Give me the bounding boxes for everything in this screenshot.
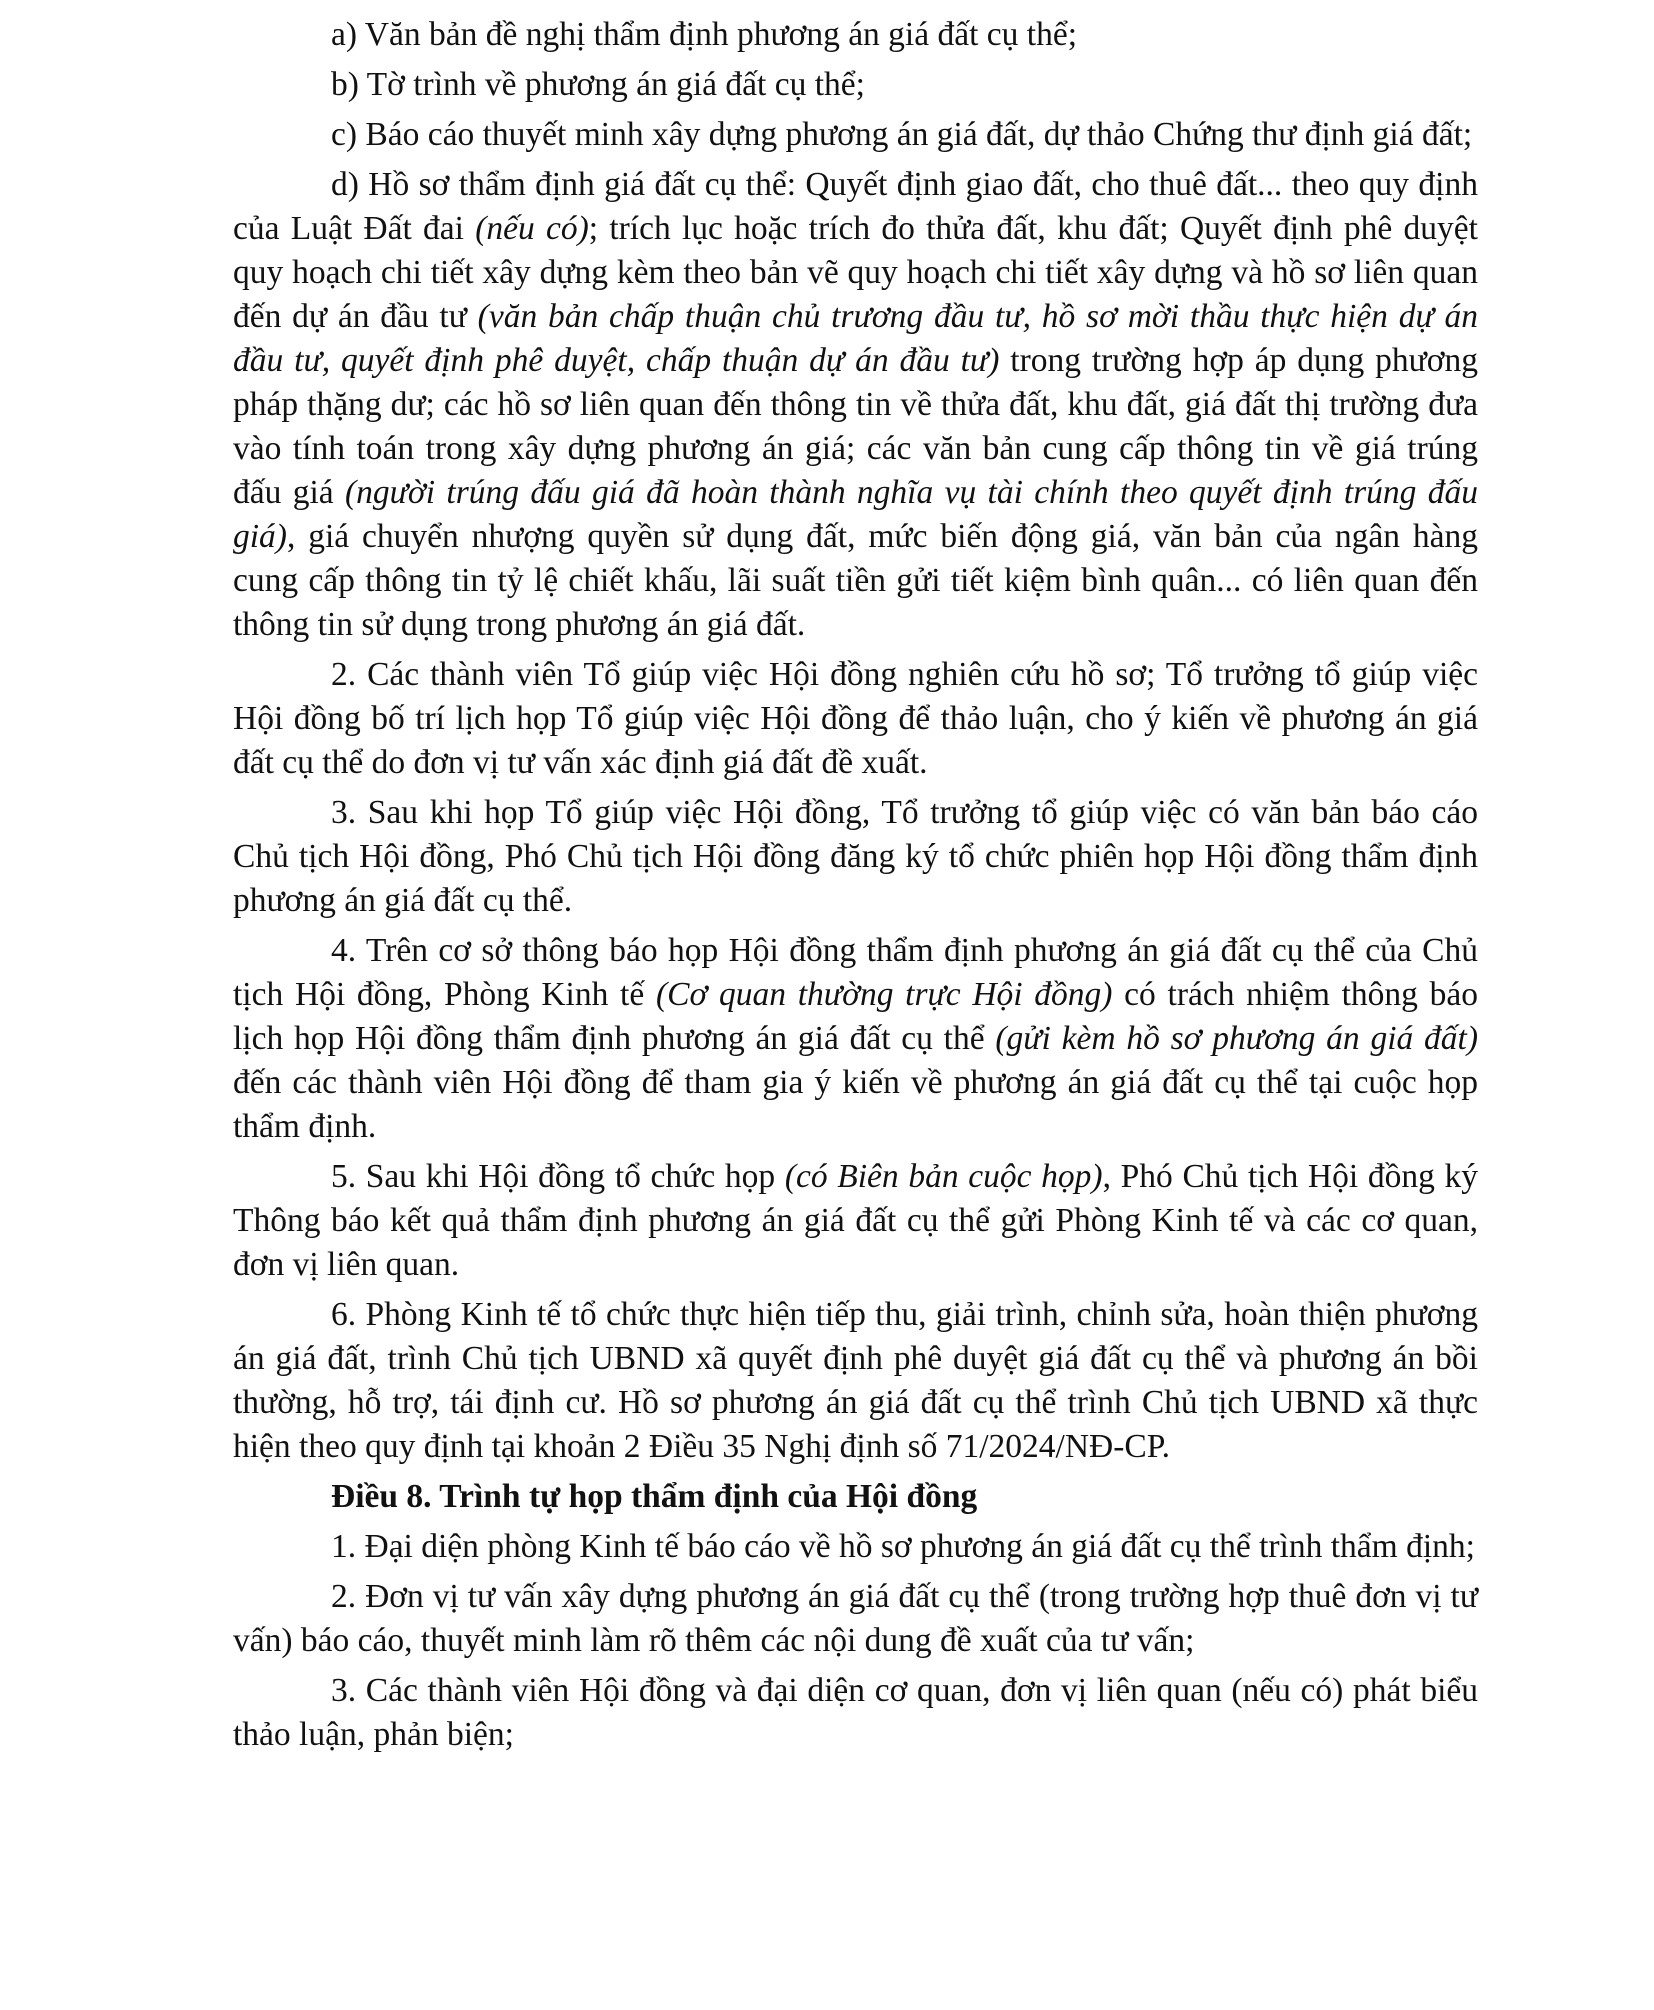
text-run: có trách nhiệm thông báo lịch họp Hội đồng thẩm định phương án giá đất cụ thể	[233, 976, 1478, 1057]
text-run: c) Báo cáo thuyết minh xây dựng phương án giá đất, dự thảo Chứng thư định giá đất;	[331, 116, 1473, 153]
paragraph	[233, 1525, 1478, 1569]
italic-text: (nếu có)	[475, 210, 589, 247]
italic-text: (gửi kèm hồ sơ phương án giá đất)	[995, 1020, 1478, 1057]
italic-text: (Cơ quan thường trực Hội đồng)	[655, 976, 1113, 1013]
text-run: 2. Các thành viên Tổ giúp việc Hội đồng nghiên cứu hồ sơ; Tổ trưởng tổ giúp việc Hội đồng bố trí lịch họp Tổ giúp việc Hội đồng để thảo luận, cho ý kiến về phương án giá đất cụ thể do đơn vị tư vấn xác định giá đất đề xuất.	[233, 656, 1478, 781]
text-run: 6. Phòng Kinh tế tổ chức thực hiện tiếp thu, giải trình, chỉnh sửa, hoàn thiện phương án giá đất, trình Chủ tịch UBND xã quyết định phê duyệt giá đất cụ thể và phương án bồi thường, hỗ trợ, tái định cư. Hồ sơ phương án giá đất cụ thể trình Chủ tịch UBND xã thực hiện theo quy định tại khoản 2 Điều 35 Nghị định số 71/2024/NĐ-CP.	[233, 1296, 1478, 1465]
paragraph	[233, 791, 1478, 923]
text-run: 3. Các thành viên Hội đồng và đại diện cơ quan, đơn vị liên quan (nếu có) phát biểu thảo luận, phản biện;	[233, 1672, 1478, 1753]
italic-text: (người trúng đấu giá đã hoàn thành nghĩa vụ tài chính theo quyết định trúng đấu giá)	[233, 474, 1478, 555]
text-run: ; trích lục hoặc trích đo thửa đất, khu đất; Quyết định phê duyệt quy hoạch chi tiết xây dựng kèm theo bản vẽ quy hoạch chi tiết xây dựng và hồ sơ liên quan đến dự án đầu tư	[233, 210, 1478, 335]
paragraph	[233, 1155, 1478, 1287]
article-heading	[233, 1475, 1478, 1519]
document-page	[233, 0, 1478, 1757]
text-run: b) Tờ trình về phương án giá đất cụ thể;	[331, 66, 865, 103]
paragraph	[233, 163, 1478, 647]
text-run: d) Hồ sơ thẩm định giá đất cụ thể: Quyết định giao đất, cho thuê đất... theo quy định của Luật Đất đai	[233, 166, 1478, 247]
paragraph	[233, 1669, 1478, 1757]
paragraph	[233, 653, 1478, 785]
text-run: 2. Đơn vị tư vấn xây dựng phương án giá đất cụ thể (trong trường hợp thuê đơn vị tư vấn) báo cáo, thuyết minh làm rõ thêm các nội dung đề xuất của tư vấn;	[233, 1578, 1478, 1659]
paragraph	[233, 113, 1478, 157]
text-run: trong trường hợp áp dụng phương pháp thặng dư; các hồ sơ liên quan đến thông tin về thửa đất, khu đất, giá đất thị trường đưa vào tính toán trong xây dựng phương án giá; các văn bản cung cấp thông tin về giá trúng đấu giá	[233, 342, 1478, 511]
paragraph	[233, 929, 1478, 1149]
text-run: , giá chuyển nhượng quyền sử dụng đất, mức biến động giá, văn bản của ngân hàng cung cấp thông tin tỷ lệ chiết khấu, lãi suất tiền gửi tiết kiệm bình quân... có liên quan đến thông tin sử dụng trong phương án giá đất.	[233, 518, 1478, 643]
text-run: 5. Sau khi Hội đồng tổ chức họp	[331, 1158, 785, 1195]
text-run: , Phó Chủ tịch Hội đồng ký Thông báo kết quả thẩm định phương án giá đất cụ thể gửi Phòng Kinh tế và các cơ quan, đơn vị liên quan.	[233, 1158, 1478, 1283]
text-run: Điều 8. Trình tự họp thẩm định của Hội đồng	[331, 1478, 978, 1515]
paragraph	[233, 63, 1478, 107]
text-run: 1. Đại diện phòng Kinh tế báo cáo về hồ sơ phương án giá đất cụ thể trình thẩm định;	[331, 1528, 1475, 1565]
italic-text: (có Biên bản cuộc họp)	[784, 1158, 1103, 1195]
paragraph	[233, 13, 1478, 57]
paragraph	[233, 1575, 1478, 1663]
italic-text: (văn bản chấp thuận chủ trương đầu tư, hồ sơ mời thầu thực hiện dự án đầu tư, quyết định phê duyệt, chấp thuận dự án đầu tư)	[233, 298, 1478, 379]
text-run: a) Văn bản đề nghị thẩm định phương án giá đất cụ thể;	[331, 16, 1078, 53]
text-run: đến các thành viên Hội đồng để tham gia ý kiến về phương án giá đất cụ thể tại cuộc họp thẩm định.	[233, 1064, 1478, 1145]
text-run: 3. Sau khi họp Tổ giúp việc Hội đồng, Tổ trưởng tổ giúp việc có văn bản báo cáo Chủ tịch Hội đồng, Phó Chủ tịch Hội đồng đăng ký tổ chức phiên họp Hội đồng thẩm định phương án giá đất cụ thể.	[233, 794, 1478, 919]
paragraph	[233, 1293, 1478, 1469]
text-run: 4. Trên cơ sở thông báo họp Hội đồng thẩm định phương án giá đất cụ thể của Chủ tịch Hội đồng, Phòng Kinh tế	[233, 932, 1478, 1013]
